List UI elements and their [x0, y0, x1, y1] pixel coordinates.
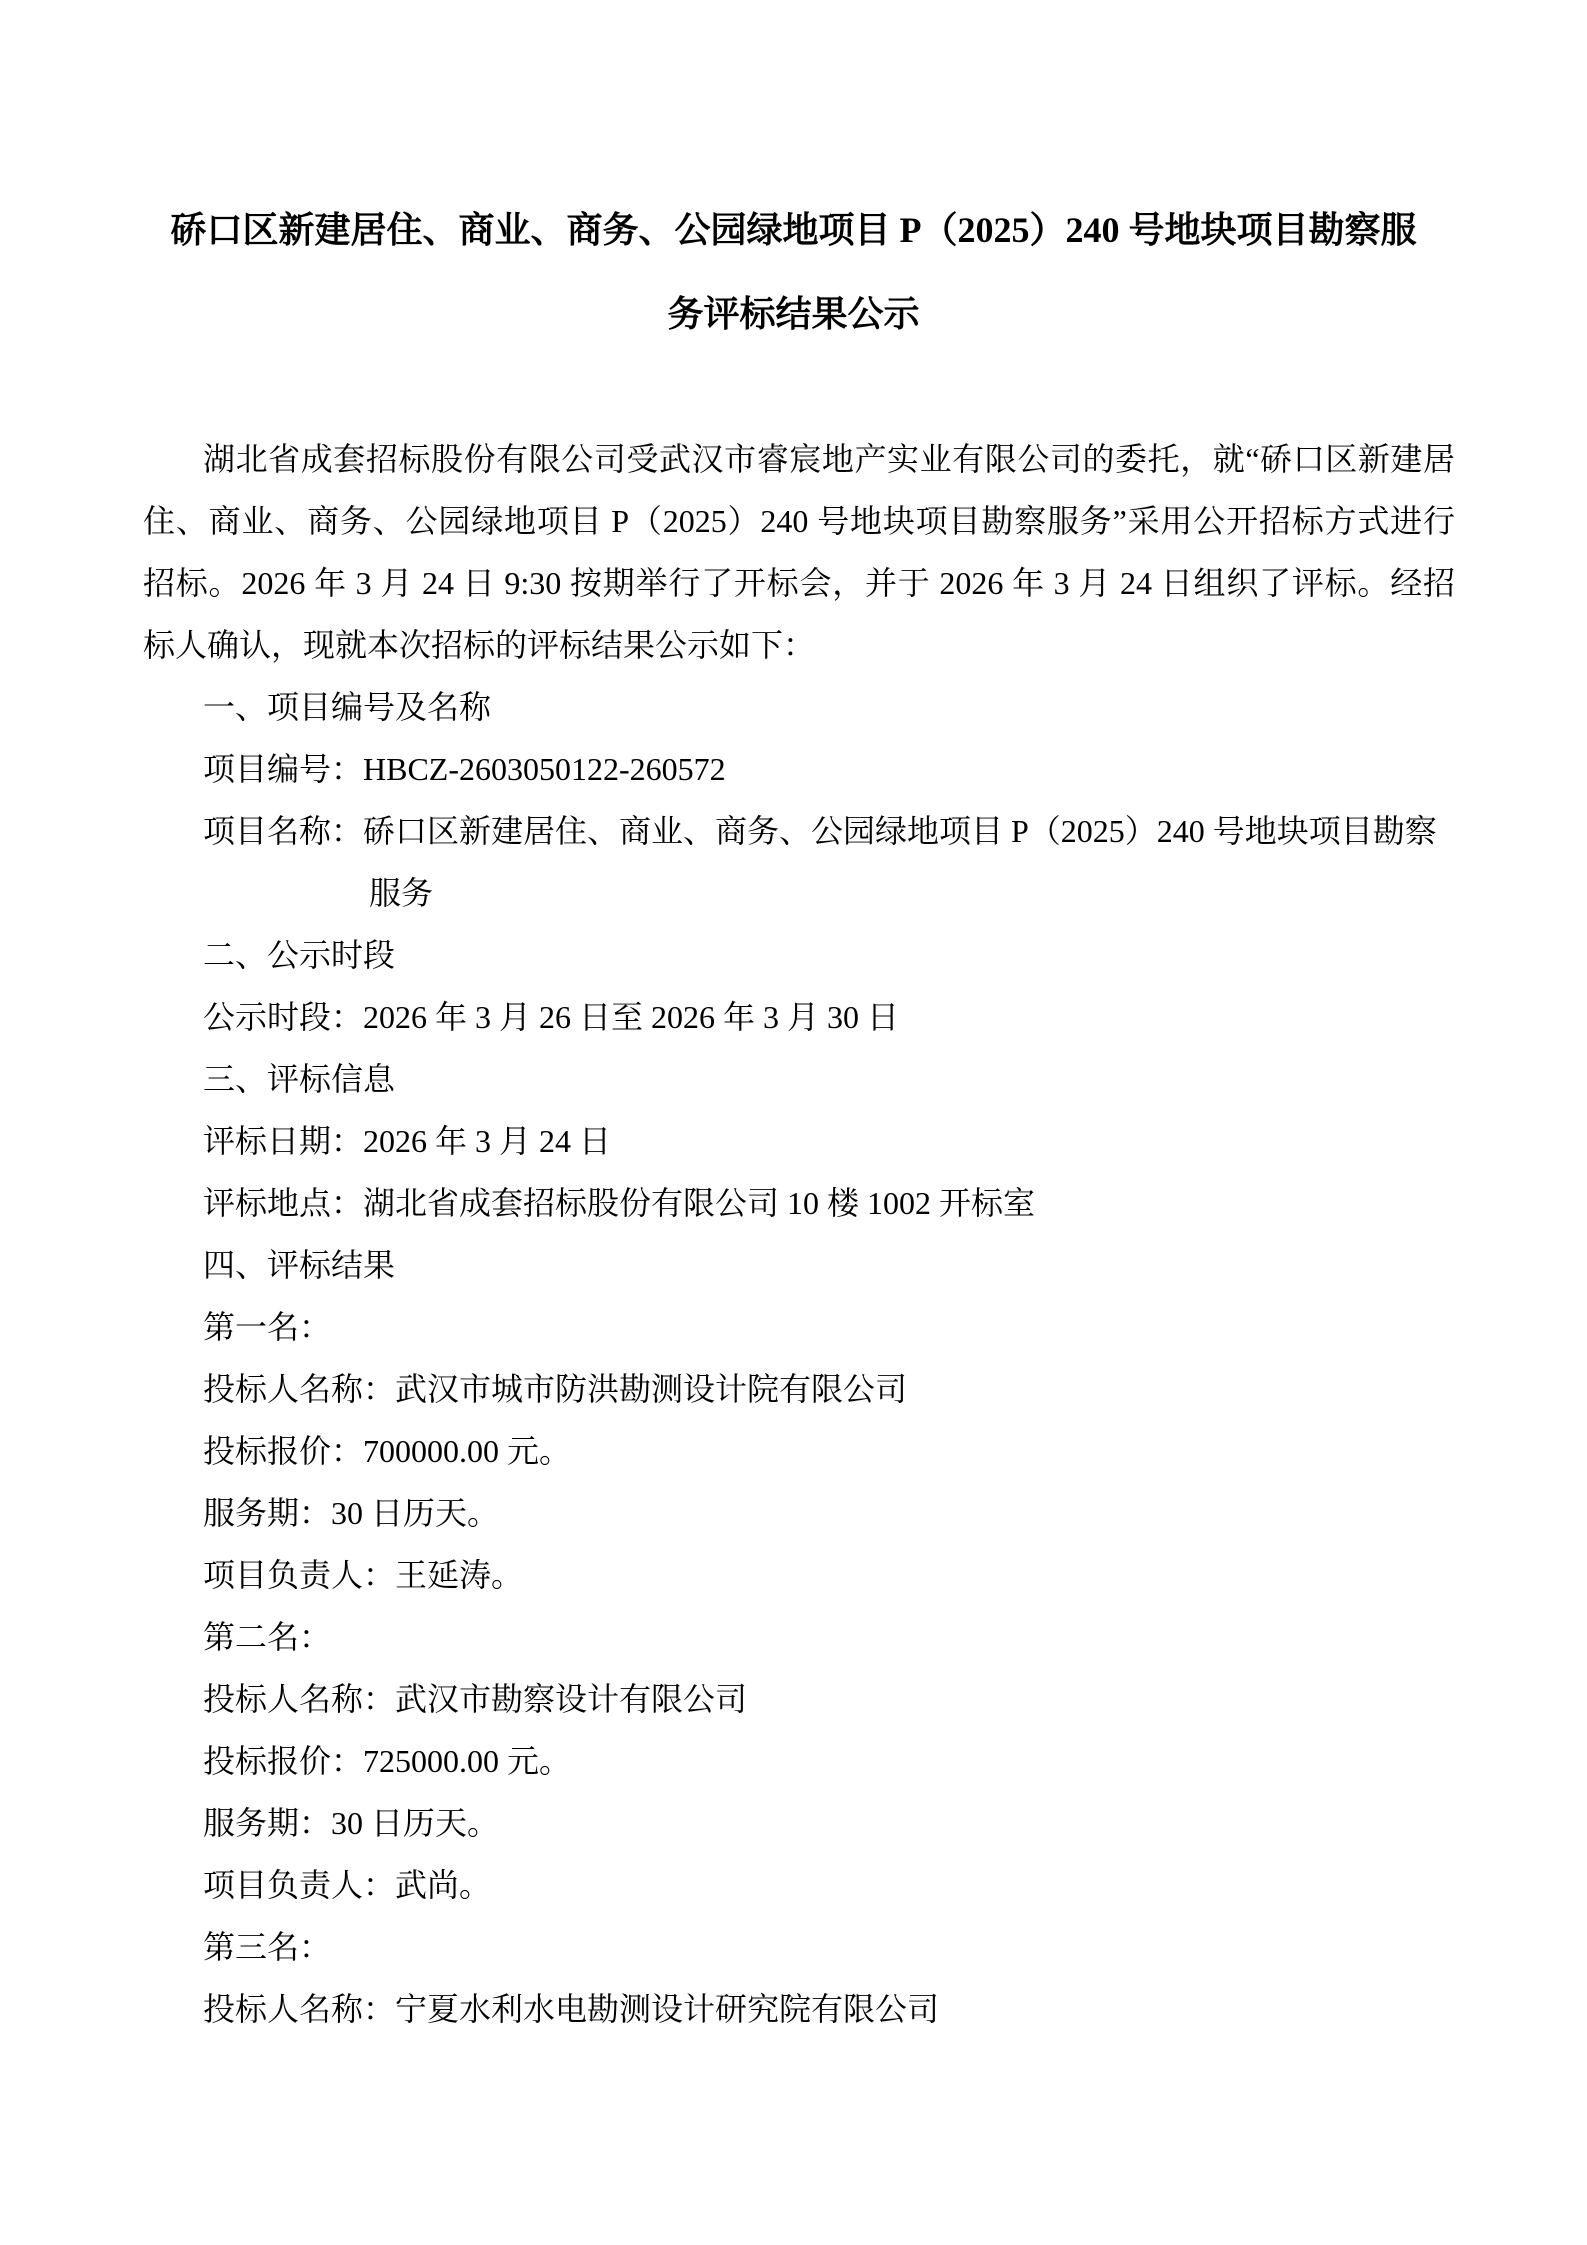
intro-line-3: 招标。2026 年 3 月 24 日 9:30 按期举行了开标会，并于 2026 年 3 月 24 日组织了评标。经招 [143, 565, 1455, 601]
document-body [0, 428, 1587, 2040]
result-1-service-period: 服务期：30 日历天。 [203, 1495, 500, 1531]
result-1-bidder: 投标人名称：武汉市城市防洪勘测设计院有限公司 [203, 1371, 908, 1407]
result-1-manager: 项目负责人：王延涛。 [203, 1557, 524, 1593]
project-name-line-1: 项目名称：硚口区新建居住、商业、商务、公园绿地项目 P（2025）240 号地块项目勘察 [203, 813, 1437, 849]
evaluation-date: 评标日期：2026 年 3 月 24 日 [203, 1123, 612, 1159]
intro-line-4: 标人确认，现就本次招标的评标结果公示如下： [143, 627, 816, 663]
title-line-1: 硚口区新建居住、商业、商务、公园绿地项目 P（2025）240 号地块项目勘察服 [170, 210, 1417, 250]
result-2-service-period: 服务期：30 日历天。 [203, 1805, 500, 1841]
intro-line-2: 住、商业、商务、公园绿地项目 P（2025）240 号地块项目勘察服务”采用公开招标方式进行 [143, 503, 1455, 539]
title-line-2: 务评标结果公示 [667, 294, 920, 334]
document-title [0, 0, 1587, 356]
result-2-manager: 项目负责人：武尚。 [203, 1867, 492, 1903]
publicity-period: 公示时段：2026 年 3 月 26 日至 2026 年 3 月 30 日 [203, 999, 900, 1035]
result-2-bidder: 投标人名称：武汉市勘察设计有限公司 [203, 1681, 748, 1717]
result-2-rank: 第二名： [203, 1619, 332, 1655]
evaluation-location: 评标地点：湖北省成套招标股份有限公司 10 楼 1002 开标室 [203, 1185, 1036, 1221]
result-3-rank: 第三名： [203, 1929, 332, 1965]
result-2-price: 投标报价：725000.00 元。 [203, 1743, 572, 1779]
section2-heading: 二、公示时段 [203, 937, 396, 973]
section1-heading: 一、项目编号及名称 [203, 689, 492, 725]
intro-line-1: 湖北省成套招标股份有限公司受武汉市睿宸地产实业有限公司的委托，就“硚口区新建居 [203, 441, 1455, 477]
project-name-line-2: 服务 [369, 875, 434, 911]
result-1-rank: 第一名： [203, 1309, 332, 1345]
result-1-price: 投标报价：700000.00 元。 [203, 1433, 572, 1469]
section3-heading: 三、评标信息 [203, 1061, 396, 1097]
section4-heading: 四、评标结果 [203, 1247, 396, 1283]
project-number: 项目编号：HBCZ-2603050122-260572 [203, 751, 726, 787]
result-3-bidder: 投标人名称：宁夏水利水电勘测设计研究院有限公司 [203, 1991, 940, 2027]
